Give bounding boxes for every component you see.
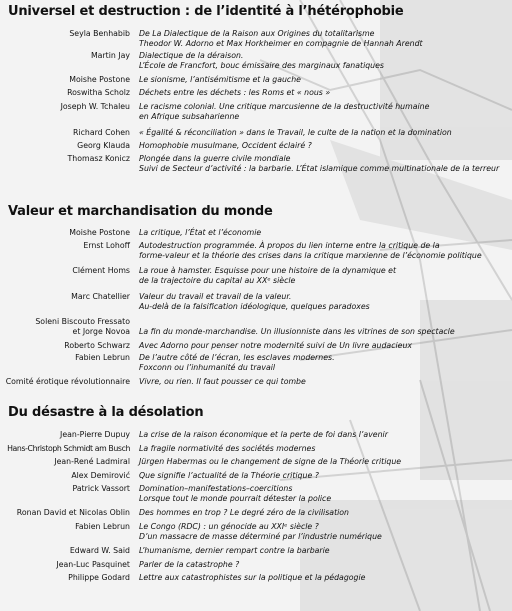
entry-subtitle: Suivi de Secteur d’activité : la barbarie. L’État islamique comme multinationale de la terreur	[139, 164, 500, 173]
toc-entry	[0, 430, 506, 444]
toc-entry	[0, 546, 506, 560]
entry-subtitle: de la trajectoire du capital au XXᵉ siècle	[139, 276, 296, 285]
entry-subtitle: La fin du monde-marchandise. Un illusionniste dans les vitrines de son spectacle	[139, 327, 455, 336]
entry-title: Déchets entre les déchets : les Roms et « nous »	[139, 88, 331, 97]
entry-author: Martin Jay	[90, 51, 130, 60]
entry-subtitle: en Afrique subsaharienne	[139, 112, 240, 121]
entry-title: Jürgen Habermas ou le changement de signe de la Théorie critique	[139, 457, 402, 466]
entry-title: Homophobie musulmane, Occident éclairé ?	[139, 141, 312, 150]
entry-subtitle: Foxconn ou l’inhumanité du travail	[139, 363, 276, 372]
entry-title: Dialectique de la déraison.	[139, 51, 244, 60]
entry-title: Vivre, ou rien. Il faut pousser ce qui tombe	[139, 377, 306, 386]
entry-title: « Égalité & réconciliation » dans le Travail, le culte de la nation et la domination	[139, 128, 452, 137]
entry-author: Patrick Vassort	[72, 484, 130, 493]
entry-author: Alex Demirović	[71, 471, 130, 480]
entry-title: Le racisme colonial. Une critique marcusienne de la destructivité humaine	[139, 102, 430, 111]
section-heading-2: Valeur et marchandisation du monde	[8, 204, 273, 219]
entry-title: La fragile normativité des sociétés modernes	[139, 444, 316, 453]
entry-author: Comité érotique révolutionnaire	[5, 377, 130, 386]
entry-subtitle: forme-valeur et la théorie des crises dans la critique marxienne de l’économie politique	[139, 251, 482, 260]
toc-entry	[0, 51, 506, 75]
entry-title: Avec Adorno pour penser notre modernité suivi de Un livre audacieux	[139, 341, 413, 350]
entry-author: Philippe Godard	[68, 573, 130, 582]
entry-title: De La Dialectique de la Raison aux Origines du totalitarisme	[139, 29, 375, 38]
entry-author: Roberto Schwarz	[64, 341, 130, 350]
entry-author: Thomasz Konicz	[67, 154, 130, 163]
entry-author	[0, 317, 139, 337]
toc-entry	[0, 141, 506, 154]
entry-author: Jean-Pierre Dupuy	[60, 430, 130, 439]
toc-entry	[0, 317, 506, 341]
toc-entry	[0, 457, 506, 471]
entry-author: Fabien Lebrun	[75, 522, 130, 531]
entry-title: La critique, l’État et l’économie	[139, 228, 262, 237]
entry-title	[139, 317, 455, 327]
toc-list-2	[0, 228, 506, 390]
toc-list-3	[0, 430, 506, 586]
toc-list-1	[0, 29, 506, 176]
toc-entry	[0, 508, 506, 522]
toc-entry	[0, 241, 506, 266]
entry-subtitle: Theodor W. Adorno et Max Horkheimer en compagnie de Hannah Arendt	[139, 39, 423, 48]
entry-author: Jean-Luc Pasquinet	[56, 560, 130, 569]
entry-author: Moishe Postone	[69, 228, 130, 237]
entry-subtitle: Au-delà de la falsification idéologique, quelques paradoxes	[139, 302, 370, 311]
entry-title: L’humanisme, dernier rempart contre la barbarie	[139, 546, 330, 555]
toc-entry	[0, 266, 506, 292]
toc-entry	[0, 341, 506, 353]
toc-entry	[0, 471, 506, 484]
entry-title: Lettre aux catastrophistes sur la politique et la pédagogie	[139, 573, 366, 582]
section-heading-1: Universel et destruction : de l’identité à l’hétérophobie	[8, 4, 404, 19]
toc-entry	[0, 560, 506, 573]
toc-entry	[0, 484, 506, 508]
entry-title: Domination–manifestations–coercitions	[139, 484, 293, 493]
entry-subtitle: L’École de Francfort, bouc émissaire des marginaux fanatiques	[139, 61, 384, 70]
entry-title: Des hommes en trop ? Le degré zéro de la civilisation	[139, 508, 350, 517]
entry-author: Roswitha Scholz	[67, 88, 130, 97]
toc-entry	[0, 88, 506, 102]
toc-entry	[0, 522, 506, 546]
toc-entry	[0, 228, 506, 241]
toc-entry	[0, 102, 506, 128]
entry-author: Marc Chatellier	[71, 292, 130, 301]
entry-author-line1: Soleni Biscouto Fressato	[35, 317, 130, 326]
entry-author: Moishe Postone	[69, 75, 130, 84]
toc-entry	[0, 154, 506, 176]
entry-title: Plongée dans la guerre civile mondiale	[139, 154, 291, 163]
entry-title: La crise de la raison économique et la perte de foi dans l’avenir	[139, 430, 388, 439]
toc-entry	[0, 29, 506, 51]
entry-subtitle: Lorsque tout le monde pourrait détester la police	[139, 494, 332, 503]
entry-author: Richard Cohen	[73, 128, 130, 137]
section-heading-3: Du désastre à la désolation	[8, 405, 204, 420]
entry-author: Seyla Benhabib	[69, 29, 130, 38]
toc-entry	[0, 353, 506, 377]
entry-title: De l’autre côté de l’écran, les esclaves modernes.	[139, 353, 335, 362]
entry-author: Ernst Lohoff	[83, 241, 130, 250]
entry-author: Joseph W. Tchaleu	[60, 102, 130, 111]
entry-author: Hans-Christoph Schmidt am Busch	[7, 444, 130, 453]
toc-entry	[0, 377, 506, 390]
entry-author: Clément Homs	[72, 266, 130, 275]
entry-author: Fabien Lebrun	[75, 353, 130, 362]
entry-title: Le Congo (RDC) : un génocide au XXIᵉ siècle ?	[139, 522, 319, 531]
entry-title: Parler de la catastrophe ?	[139, 560, 240, 569]
entry-title: Autodestruction programmée. À propos du lien interne entre la critique de la	[139, 241, 440, 250]
toc-entry	[0, 292, 506, 317]
entry-author: Jean-René Ladmiral	[54, 457, 130, 466]
toc-entry	[0, 128, 506, 141]
entry-author: Georg Klauda	[77, 141, 130, 150]
toc-entry	[0, 75, 506, 88]
entry-title: Que signifie l’actualité de la Théorie critique ?	[139, 471, 319, 480]
entry-title: Le sionisme, l’antisémitisme et la gauche	[139, 75, 301, 84]
entry-author: Edward W. Said	[69, 546, 130, 555]
entry-title: La roue à hamster. Esquisse pour une histoire de la dynamique et	[139, 266, 397, 275]
entry-author: Ronan David et Nicolas Oblin	[16, 508, 130, 517]
toc-entry	[0, 573, 506, 586]
toc-entry	[0, 444, 506, 457]
entry-author-line2: et Jorge Novoa	[72, 327, 130, 336]
entry-subtitle: D’un massacre de masse déterminé par l’industrie numérique	[139, 532, 382, 541]
entry-title: Valeur du travail et travail de la valeur.	[139, 292, 292, 301]
